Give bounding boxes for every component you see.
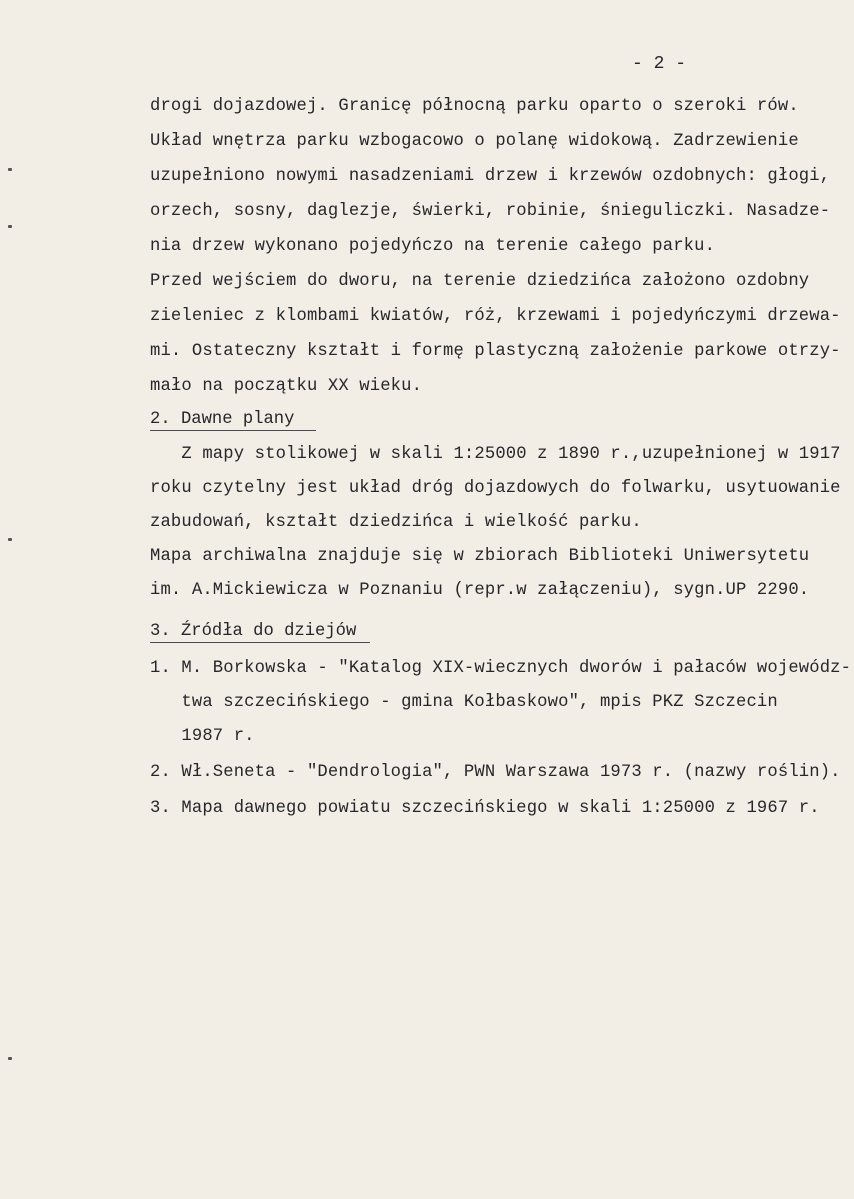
body-line: roku czytelny jest układ dróg dojazdowych do folwarku, usytuowanie [150, 479, 841, 498]
body-line: zabudowań, kształt dziedzińca i wielkość parku. [150, 513, 642, 532]
margin-mark [8, 1057, 12, 1060]
page-number: - 2 - [632, 54, 687, 74]
margin-mark [8, 168, 12, 171]
body-line: uzupełniono nowymi nasadzeniami drzew i krzewów ozdobnych: głogi, [150, 167, 831, 186]
body-line: orzech, sosny, daglezje, świerki, robinie, śnieguliczki. Nasadze- [150, 202, 831, 221]
body-line: Mapa archiwalna znajduje się w zbiorach Biblioteki Uniwersytetu [150, 547, 810, 566]
heading-underline [150, 642, 370, 643]
list-item: 2. Wł.Seneta - "Dendrologia", PWN Warszawa 1973 r. (nazwy roślin). [150, 763, 841, 782]
body-line: Układ wnętrza parku wzbogacowo o polanę widokową. Zadrzewienie [150, 132, 799, 151]
list-item: 1987 r. [150, 727, 255, 746]
body-line: drogi dojazdowej. Granicę północną parku oparto o szeroki rów. [150, 97, 799, 116]
margin-mark [8, 538, 12, 541]
body-line: Z mapy stolikowej w skali 1:25000 z 1890 r.,uzupełnionej w 1917 [150, 445, 841, 464]
list-item: twa szczecińskiego - gmina Kołbaskowo", mpis PKZ Szczecin [150, 693, 778, 712]
body-line: Przed wejściem do dworu, na terenie dziedzińca założono ozdobny [150, 272, 810, 291]
body-line: im. A.Mickiewicza w Poznaniu (repr.w załączeniu), sygn.UP 2290. [150, 581, 810, 600]
margin-mark [8, 225, 12, 228]
body-line: mało na początku XX wieku. [150, 377, 423, 396]
body-line: nia drzew wykonano pojedyńczo na terenie całego parku. [150, 237, 716, 256]
heading-underline [150, 430, 316, 431]
body-line: mi. Ostateczny kształt i formę plastyczną założenie parkowe otrzy- [150, 342, 841, 361]
section-heading: 2. Dawne plany [150, 410, 295, 429]
list-item: 1. M. Borkowska - "Katalog XIX-wiecznych dworów i pałaców wojewódz- [150, 659, 852, 678]
section-heading: 3. Źródła do dziejów [150, 622, 357, 641]
body-line: zieleniec z klombami kwiatów, róż, krzewami i pojedyńczymi drzewa- [150, 307, 841, 326]
list-item: 3. Mapa dawnego powiatu szczecińskiego w skali 1:25000 z 1967 r. [150, 799, 820, 818]
